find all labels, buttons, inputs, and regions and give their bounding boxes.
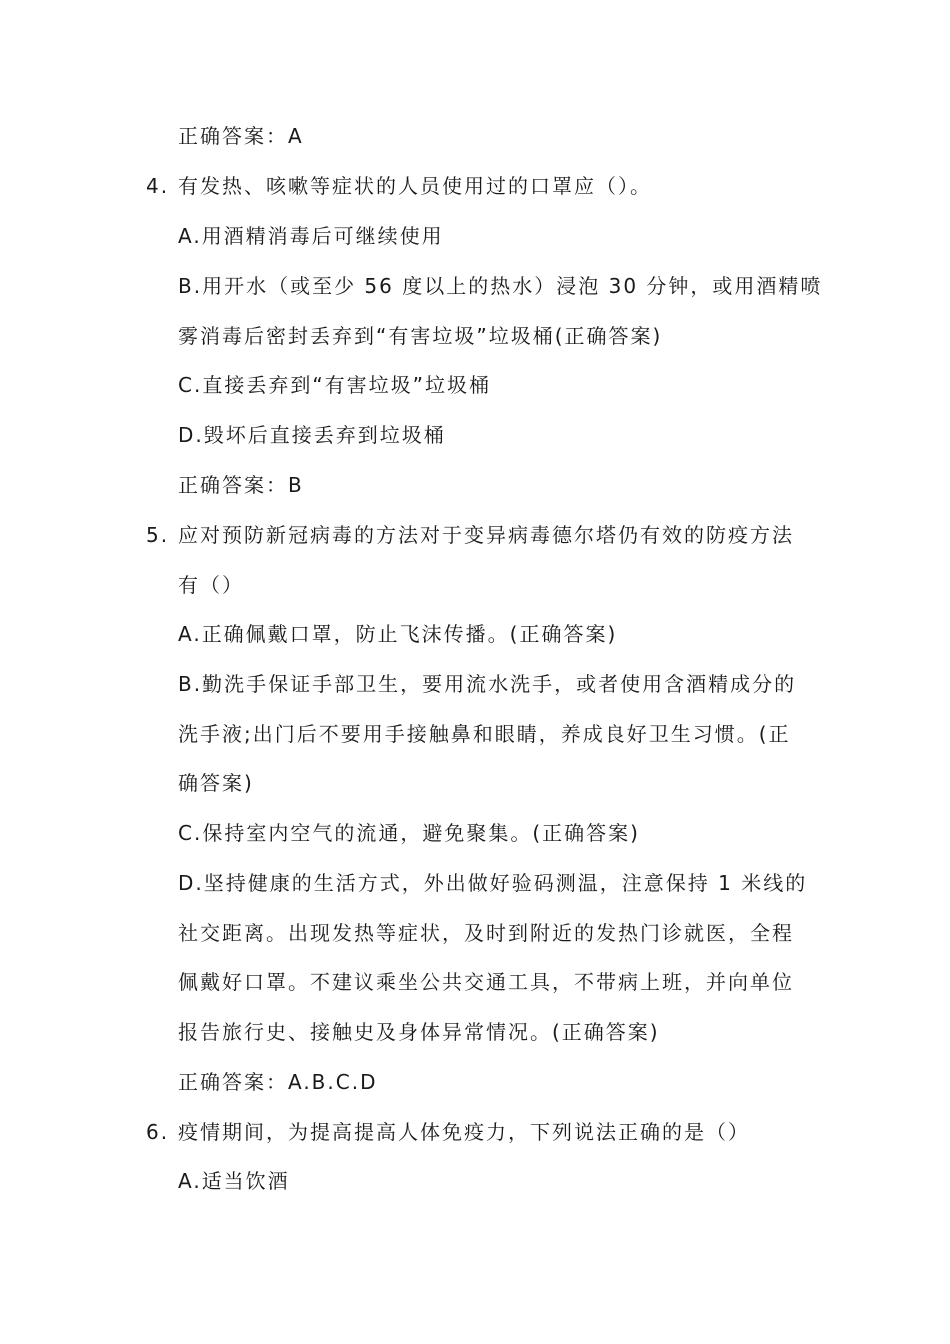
question-text-line1: 应对预防新冠病毒的方法对于变异病毒德尔塔仍有效的防疫方法 bbox=[178, 523, 794, 547]
option-b-line2: 雾消毒后密封丢弃到“有害垃圾”垃圾桶(正确答案) bbox=[178, 324, 663, 348]
question-text: 疫情期间，为提高提高人体免疫力，下列说法正确的是（） bbox=[178, 1120, 750, 1144]
option-b-line1: B.用开水（或至少 56 度以上的热水）浸泡 30 分钟，或用酒精喷 bbox=[178, 274, 823, 298]
question-text: 有发热、咳嗽等症状的人员使用过的口罩应（）。 bbox=[178, 174, 652, 198]
option-d: D.毁坏后直接丢弃到垃圾桶 bbox=[178, 423, 446, 447]
option-b-line3: 确答案) bbox=[178, 771, 254, 795]
question-number: 5. bbox=[146, 523, 170, 547]
question-number: 6. bbox=[146, 1120, 170, 1144]
option-c: C.直接丢弃到“有害垃圾”垃圾桶 bbox=[178, 373, 492, 397]
option-a: A.正确佩戴口罩，防止飞沫传播。(正确答案) bbox=[178, 622, 618, 646]
option-a: A.适当饮酒 bbox=[178, 1169, 290, 1193]
question-number: 4. bbox=[146, 174, 170, 198]
correct-answer: 正确答案：A.B.C.D bbox=[178, 1070, 378, 1094]
option-a: A.用酒精消毒后可继续使用 bbox=[178, 224, 444, 248]
option-d-line1: D.坚持健康的生活方式，外出做好验码测温，注意保持 1 米线的 bbox=[178, 871, 808, 895]
option-c: C.保持室内空气的流通，避免聚集。(正确答案) bbox=[178, 821, 640, 845]
question-text-line2: 有（） bbox=[178, 573, 244, 597]
option-d-line3: 佩戴好口罩。不建议乘坐公共交通工具，不带病上班，并向单位 bbox=[178, 970, 794, 994]
option-b-line1: B.勤洗手保证手部卫生，要用流水洗手，或者使用含酒精成分的 bbox=[178, 672, 797, 696]
option-d-line4: 报告旅行史、接触史及身体异常情况。(正确答案) bbox=[178, 1020, 660, 1044]
prev-answer: 正确答案：A bbox=[178, 124, 304, 148]
option-d-line2: 社交距离。出现发热等症状，及时到附近的发热门诊就医，全程 bbox=[178, 921, 794, 945]
option-b-line2: 洗手液;出门后不要用手接触鼻和眼睛，养成良好卫生习惯。(正 bbox=[178, 722, 791, 746]
correct-answer: 正确答案：B bbox=[178, 473, 304, 497]
